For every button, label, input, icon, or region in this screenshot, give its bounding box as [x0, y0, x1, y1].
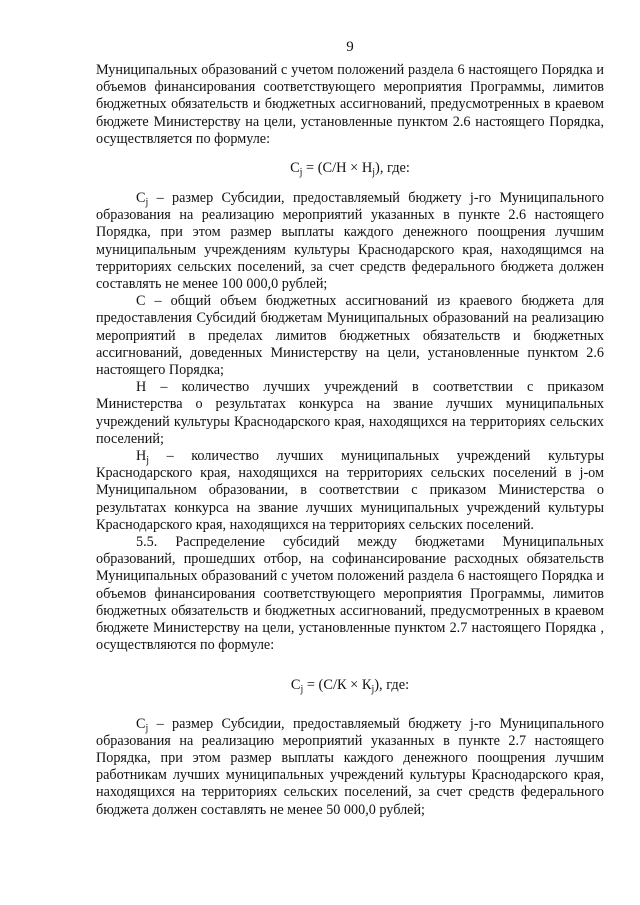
- paragraph-5: [96, 448, 604, 534]
- paragraph-2-text: – размер Субсидии, предоставляемый бюджету j-го Муниципального образования на реализацию мероприятий указанных в пункте 2.6 настоящего Порядка, при этом размер выплаты каждого денежного поощрения лучшим муниципальным учреждениям культуры Краснодарского края, находящимся на территориях сельских поселений, за счет средств федерального бюджета должен составлять не менее 100 000,0 рублей;: [96, 190, 605, 293]
- formula-1-lhs-sub: j: [299, 167, 303, 179]
- formula-2-body-sub: j: [371, 683, 375, 695]
- term-cj-2: C: [136, 715, 146, 732]
- formula-1-lhs: C: [290, 160, 300, 177]
- formula-1: [96, 159, 604, 177]
- paragraph-6: 5.5. Распределение субсидий между бюджетами Муниципальных образований, прошедших отбор, на софинансирование расходных обязательств Муниципальных образований с учетом положений раздела 6 настоящего Порядка и объемов финансирования соответствующего мероприятия Программы, лимитов бюджетных обязательств и бюджетных ассигнований, предусмотренных в краевом бюджете Министерству на цели, установленные пунктом 2.7 настоящего Порядка , осуществляются по формуле:: [96, 534, 604, 654]
- formula-2: [96, 676, 604, 694]
- term-hj-sub: j: [146, 455, 150, 467]
- term-cj: C: [136, 190, 146, 207]
- page-number: 9: [346, 39, 354, 55]
- paragraph-7-text: – размер Субсидии, предоставляемый бюджету j-го Муниципального образования на реализацию мероприятий указанных в пункте 2.7 настоящего Порядка, при этом размер выплаты каждого денежного поощрения лучшим работникам лучших муниципальных учреждений культуры Краснодарского края, находящихся на территориях сельских поселений, за счет средств федерального бюджета должен составлять не менее 50 000,0 рублей;: [96, 715, 605, 818]
- paragraph-3: С – общий объем бюджетных ассигнований из краевого бюджета для предоставления Субсидий бюджетам Муниципальных образований на реализацию мероприятий в пределах лимитов бюджетных обязательств и бюджетных ассигнований, доведенных Министерству на цели, установленные пунктом 2.6 настоящего Порядка;: [96, 293, 604, 379]
- formula-2-lhs-sub: j: [300, 683, 304, 695]
- formula-1-body-sub: j: [372, 167, 376, 179]
- paragraph-4: Н – количество лучших учреждений в соответствии с приказом Министерства о результатах конкурса на звание лучших муниципальных учреждений культуры Краснодарского края, находящихся на территориях сельских поселений;: [96, 379, 604, 447]
- paragraph-1: Муниципальных образований с учетом положений раздела 6 настоящего Порядка и объемов финансирования соответствующего мероприятия Программы, лимитов бюджетных обязательств и бюджетных ассигнований, предусмотренных в краевом бюджете Министерству на цели, установленные пунктом 2.6 настоящего Порядка, осуществляется по формуле:: [96, 62, 604, 147]
- term-cj-sub: j: [145, 197, 149, 209]
- formula-1-tail: ), где:: [375, 160, 410, 177]
- paragraph-5-text: – количество лучших муниципальных учреждений культуры Краснодарского края, находящихся на территориях сельских поселений в j-ом Муниципальном образовании, в соответствии с приказом Министерства о результатах конкурса на звание лучших муниципальных учреждений культуры Краснодарского края, находящихся на территориях сельских поселений.: [96, 448, 604, 533]
- term-hj: Н: [136, 448, 147, 465]
- term-cj-2-sub: j: [145, 722, 149, 734]
- paragraph-2: [96, 190, 604, 293]
- formula-1-body: = (С/Н × Н: [302, 160, 373, 177]
- paragraph-7: [96, 716, 604, 819]
- formula-2-body: = (С/К × К: [303, 676, 372, 693]
- formula-2-tail: ), где:: [374, 676, 410, 693]
- document-page: [96, 38, 604, 819]
- formula-2-lhs: C: [290, 676, 301, 693]
